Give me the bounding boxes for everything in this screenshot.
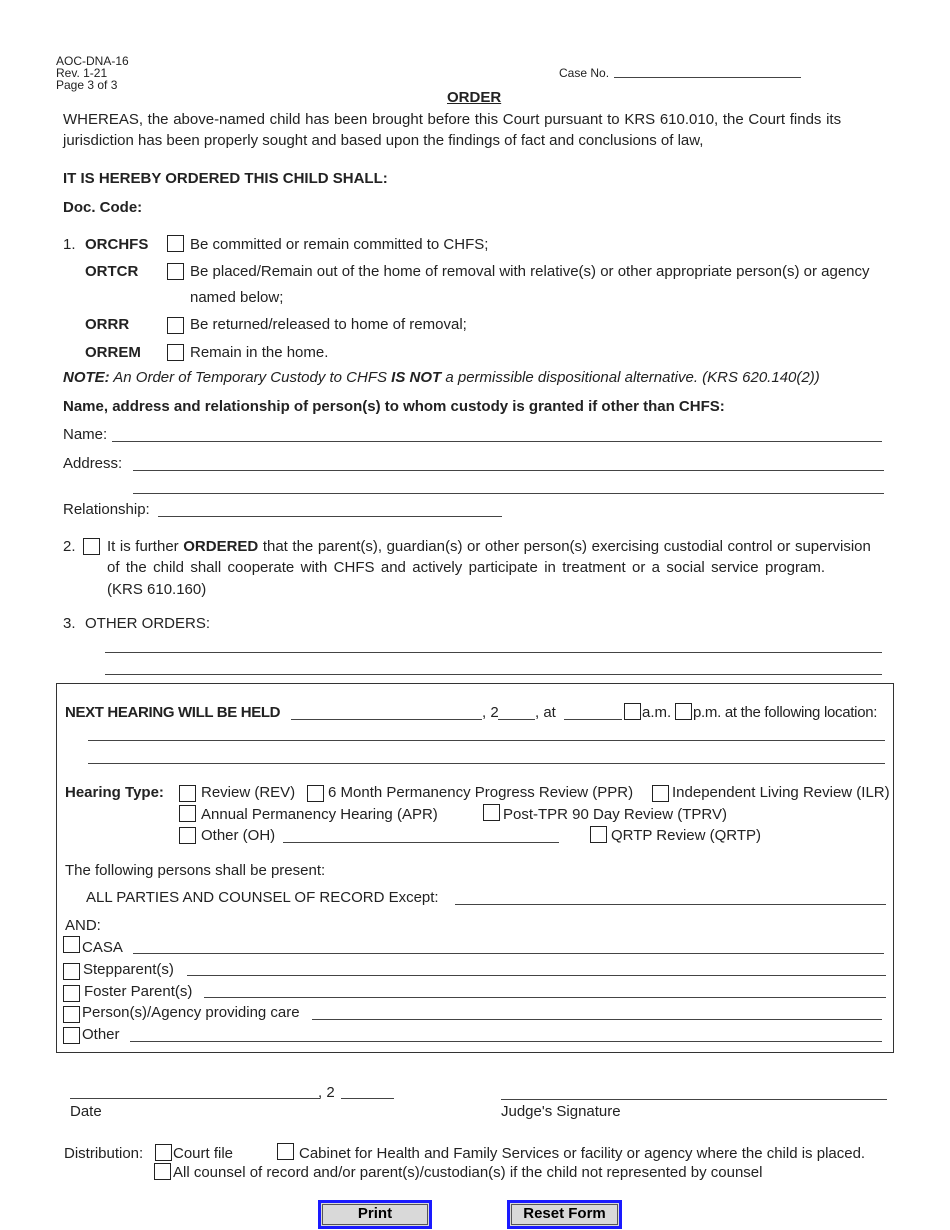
oh-checkbox[interactable]: [179, 827, 196, 844]
ppr-checkbox[interactable]: [307, 785, 324, 802]
qrtp-checkbox[interactable]: [590, 826, 607, 843]
agency-checkbox[interactable]: [63, 1006, 80, 1023]
cabinet-label: Cabinet for Health and Family Services or facility or agency where the child is placed.: [299, 1145, 866, 1162]
item-2-number: 2.: [63, 538, 76, 555]
counsel-checkbox[interactable]: [154, 1163, 171, 1180]
item-2-post: that the parent(s), guardian(s) or other person(s) exercising custodial control or supervision: [258, 538, 871, 555]
orchfs-text: Be committed or remain committed to CHFS;: [190, 236, 489, 253]
item-2-pre: It is further: [107, 538, 184, 555]
item-3-number: 3.: [63, 615, 76, 632]
note: [63, 369, 820, 386]
date-year-prefix: , 2: [318, 1084, 335, 1101]
doc-code-label: Doc. Code:: [63, 199, 143, 216]
stepparent-label: Stepparent(s): [83, 961, 174, 978]
ortcr-text-1: Be placed/Remain out of the home of removal with relative(s) or other appropriate person(s) or agency: [190, 263, 870, 280]
casa-checkbox[interactable]: [63, 936, 80, 953]
orrem-code: ORREM: [85, 344, 141, 361]
page-number: Page 3 of 3: [56, 78, 118, 92]
note-text-1: An Order of Temporary Custody to CHFS: [109, 369, 392, 386]
date-label: Date: [70, 1103, 102, 1120]
location-field-1[interactable]: [88, 740, 885, 741]
ordered-heading: IT IS HEREBY ORDERED THIS CHILD SHALL:: [63, 170, 388, 187]
date-field[interactable]: [70, 1098, 320, 1099]
apr-label: Annual Permanency Hearing (APR): [201, 806, 438, 823]
whereas-line-1: WHEREAS, the above-named child has been brought before this Court pursuant to KRS 610.010, the Court finds its: [63, 111, 842, 128]
court-file-checkbox[interactable]: [155, 1144, 172, 1161]
agency-field[interactable]: [312, 1019, 882, 1020]
distribution-label: Distribution:: [64, 1145, 144, 1162]
other-orders-field-1[interactable]: [105, 652, 882, 653]
stepparent-checkbox[interactable]: [63, 963, 80, 980]
orrr-text: Be returned/released to home of removal;: [190, 316, 467, 333]
counsel-label: All counsel of record and/or parent(s)/custodian(s) if the child not represented by counsel: [173, 1164, 763, 1181]
ppr-label: 6 Month Permanency Progress Review (PPR): [328, 784, 634, 801]
other-label: Other: [82, 1026, 120, 1043]
rev-checkbox[interactable]: [179, 785, 196, 802]
hearing-year-prefix: , 2: [482, 704, 499, 721]
orchfs-checkbox[interactable]: [167, 235, 184, 252]
reset-form-button[interactable]: [507, 1200, 622, 1229]
tprv-label: Post-TPR 90 Day Review (TPRV): [503, 806, 727, 823]
tprv-checkbox[interactable]: [483, 804, 500, 821]
hearing-type-label: Hearing Type:: [65, 784, 164, 801]
orchfs-code: ORCHFS: [85, 236, 149, 253]
qrtp-label: QRTP Review (QRTP): [611, 827, 762, 844]
rev-label: Review (REV): [201, 784, 296, 801]
note-label: NOTE:: [63, 369, 110, 386]
item-1-number: 1.: [63, 236, 76, 253]
item-2-line-2: of the child shall cooperate with CHFS and actively participate in treatment or a social service program.: [107, 559, 826, 576]
address-field-2[interactable]: [133, 493, 884, 494]
page-title: ORDER: [447, 89, 502, 106]
item-2-checkbox[interactable]: [83, 538, 100, 555]
ortcr-text-2: named below;: [190, 289, 284, 306]
whereas-line-2: jurisdiction has been properly sought and based upon the findings of fact and conclusions of law,: [63, 132, 704, 149]
court-file-label: Court file: [173, 1145, 234, 1162]
location-field-2[interactable]: [88, 763, 885, 764]
form-revision: Rev. 1-21: [56, 66, 108, 80]
relationship-label: Relationship:: [63, 501, 150, 518]
note-text-2: a permissible dispositional alternative. (KRS 620.140(2)): [441, 369, 820, 386]
orrem-text: Remain in the home.: [190, 344, 329, 361]
orrem-checkbox[interactable]: [167, 344, 184, 361]
foster-checkbox[interactable]: [63, 985, 80, 1002]
ilr-label: Independent Living Review (ILR): [672, 784, 890, 801]
orrr-checkbox[interactable]: [167, 317, 184, 334]
item-2-ordered: ORDERED: [183, 538, 259, 555]
other-orders-field-2[interactable]: [105, 674, 882, 675]
pm-checkbox[interactable]: [675, 703, 692, 720]
relationship-field[interactable]: [158, 516, 502, 517]
reset-form-button-label: Reset Form: [511, 1204, 618, 1225]
ortcr-code: ORTCR: [85, 263, 139, 280]
note-emphasis: IS NOT: [391, 369, 442, 386]
oh-field[interactable]: [283, 842, 559, 843]
orrr-code: ORRR: [85, 316, 130, 333]
hearing-date-field[interactable]: [291, 719, 482, 720]
apr-checkbox[interactable]: [179, 805, 196, 822]
judge-signature-label: Judge's Signature: [501, 1103, 621, 1120]
all-parties-label: ALL PARTIES AND COUNSEL OF RECORD Except:: [86, 889, 439, 906]
other-checkbox[interactable]: [63, 1027, 80, 1044]
casa-field[interactable]: [133, 953, 884, 954]
form-id: AOC-DNA-16: [56, 54, 129, 68]
item-2-line-3: (KRS 610.160): [107, 581, 207, 598]
ortcr-checkbox[interactable]: [167, 263, 184, 280]
address-field-1[interactable]: [133, 470, 884, 471]
stepparent-field[interactable]: [187, 975, 886, 976]
name-label: Name:: [63, 426, 108, 443]
address-label: Address:: [63, 455, 123, 472]
except-field[interactable]: [455, 904, 886, 905]
casa-label: CASA: [82, 939, 123, 956]
am-checkbox[interactable]: [624, 703, 641, 720]
ilr-checkbox[interactable]: [652, 785, 669, 802]
oh-label: Other (OH): [201, 827, 276, 844]
foster-field[interactable]: [204, 997, 886, 998]
cabinet-checkbox[interactable]: [277, 1143, 294, 1160]
hearing-at-label: , at: [535, 704, 556, 721]
other-field[interactable]: [130, 1041, 882, 1042]
judge-signature-field[interactable]: [501, 1099, 887, 1100]
and-label: AND:: [65, 917, 101, 934]
pm-location-label: p.m. at the following location:: [693, 704, 878, 721]
date-year-field[interactable]: [341, 1098, 394, 1099]
custody-heading: Name, address and relationship of person(s) to whom custody is granted if other than CHFS:: [63, 398, 725, 415]
print-button-label: Print: [322, 1204, 428, 1225]
item-2-line-1: [107, 538, 871, 555]
agency-label: Person(s)/Agency providing care: [82, 1004, 300, 1021]
other-orders-label: OTHER ORDERS:: [85, 615, 211, 632]
print-button[interactable]: [318, 1200, 432, 1229]
case-no-label: Case No.: [559, 66, 610, 80]
hearing-year-field[interactable]: [498, 719, 535, 720]
name-field[interactable]: [112, 441, 882, 442]
next-hearing-label: NEXT HEARING WILL BE HELD: [65, 704, 281, 721]
case-no-field[interactable]: [614, 77, 801, 78]
am-label: a.m.: [642, 704, 672, 721]
hearing-time-field[interactable]: [564, 719, 622, 720]
present-label: The following persons shall be present:: [65, 862, 326, 879]
foster-label: Foster Parent(s): [84, 983, 193, 1000]
